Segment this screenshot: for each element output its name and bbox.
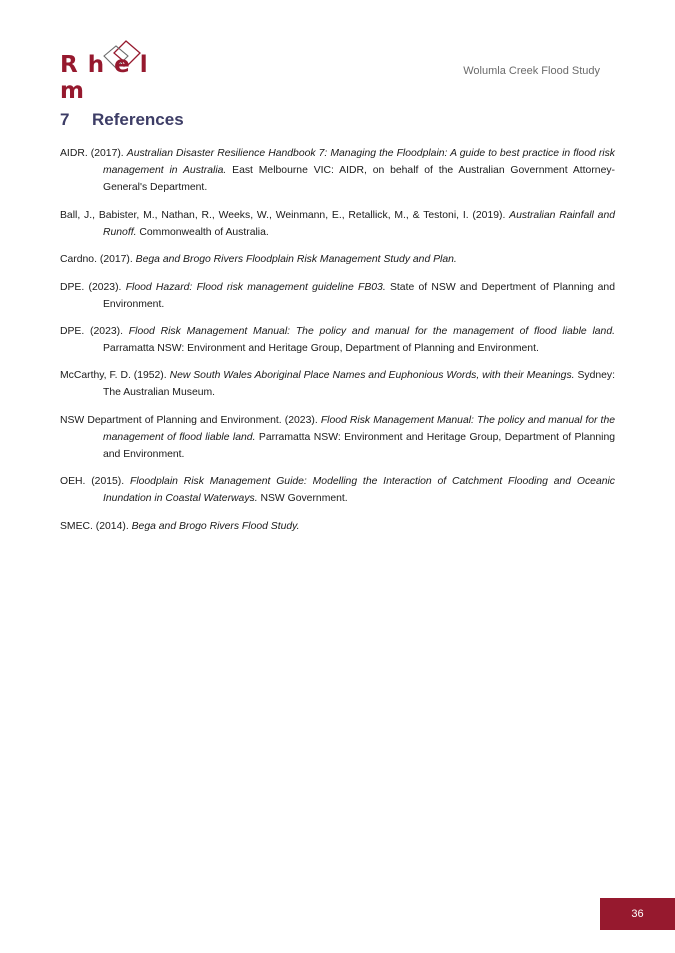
reference-item — [60, 518, 615, 535]
logo-wordmark — [60, 52, 180, 104]
reference-prefix: DPE. (2023). — [60, 281, 126, 293]
reference-item — [60, 473, 615, 507]
section-title: References — [92, 110, 184, 129]
logo-letter: l — [139, 52, 148, 78]
reference-list — [60, 135, 615, 541]
section-heading — [60, 110, 184, 130]
reference-item — [60, 207, 615, 241]
reference-suffix: Parramatta NSW: Environment and Heritage Group, Department of Planning and Environment. — [103, 342, 539, 354]
company-logo — [60, 36, 180, 104]
reference-title: Flood Hazard: Flood risk management guideline FB03. — [125, 281, 386, 293]
reference-prefix: OEH. (2015). — [60, 476, 130, 488]
reference-title: New South Wales Aboriginal Place Names and Euphonious Words, with their Meanings. — [169, 370, 575, 382]
section-number: 7 — [60, 110, 70, 129]
reference-suffix: Parramatta NSW: Environment and Heritage Group, Department of Planning and Environment. — [103, 431, 616, 460]
logo-letter: m — [60, 78, 84, 104]
reference-suffix: Sydney: The Australian Museum. — [103, 370, 615, 399]
logo-letter: R — [60, 52, 78, 78]
reference-suffix: Commonwealth of Australia. — [136, 226, 269, 238]
reference-item — [60, 323, 615, 357]
reference-item — [60, 279, 615, 313]
reference-title: Bega and Brogo Rivers Flood Study. — [131, 520, 300, 532]
logo-letter: h — [87, 52, 105, 78]
reference-title: Australian Disaster Resilience Handbook 7: Managing the Floodplain: A guide to best practice in flood risk management in Australia. — [103, 148, 615, 177]
page-number-box — [600, 898, 675, 930]
reference-suffix: State of NSW and Depertment of Planning and Environment. — [103, 281, 615, 310]
reference-prefix: Ball, J., Babister, M., Nathan, R., Weeks, W., Weinmann, E., Retallick, M., & Testoni, I. (2019). — [60, 209, 510, 221]
document-title: Wolumla Creek Flood Study — [463, 65, 600, 77]
reference-item — [60, 251, 615, 268]
reference-suffix: NSW Government. — [257, 493, 348, 505]
reference-prefix: NSW Department of Planning and Environment. (2023). — [60, 414, 321, 426]
reference-title: Bega and Brogo Rivers Floodplain Risk Management Study and Plan. — [135, 254, 457, 266]
reference-title: Flood Risk Management Manual: The policy and manual for the management of flood liable land. — [103, 414, 615, 443]
reference-title: Floodplain Risk Management Guide: Modelling the Interaction of Catchment Flooding and Oceanic Inundation in Coastal Waterways. — [103, 476, 616, 505]
reference-prefix: DPE. (2023). — [60, 325, 129, 337]
reference-title: Australian Rainfall and Runoff. — [103, 209, 616, 238]
reference-title: Flood Risk Management Manual: The policy and manual for the management of flood liable land. — [128, 325, 615, 337]
page-number: 36 — [631, 908, 644, 920]
reference-prefix: McCarthy, F. D. (1952). — [60, 370, 170, 382]
reference-prefix: Cardno. (2017). — [60, 254, 136, 266]
reference-prefix: AIDR. (2017). — [60, 148, 127, 160]
reference-item — [60, 145, 615, 196]
logo-letter: e — [114, 52, 130, 78]
reference-item — [60, 412, 615, 463]
reference-item — [60, 367, 615, 401]
reference-prefix: SMEC. (2014). — [60, 520, 132, 532]
reference-suffix: East Melbourne VIC: AIDR, on behalf of the Australian Government Attorney-General's Department. — [103, 165, 616, 194]
